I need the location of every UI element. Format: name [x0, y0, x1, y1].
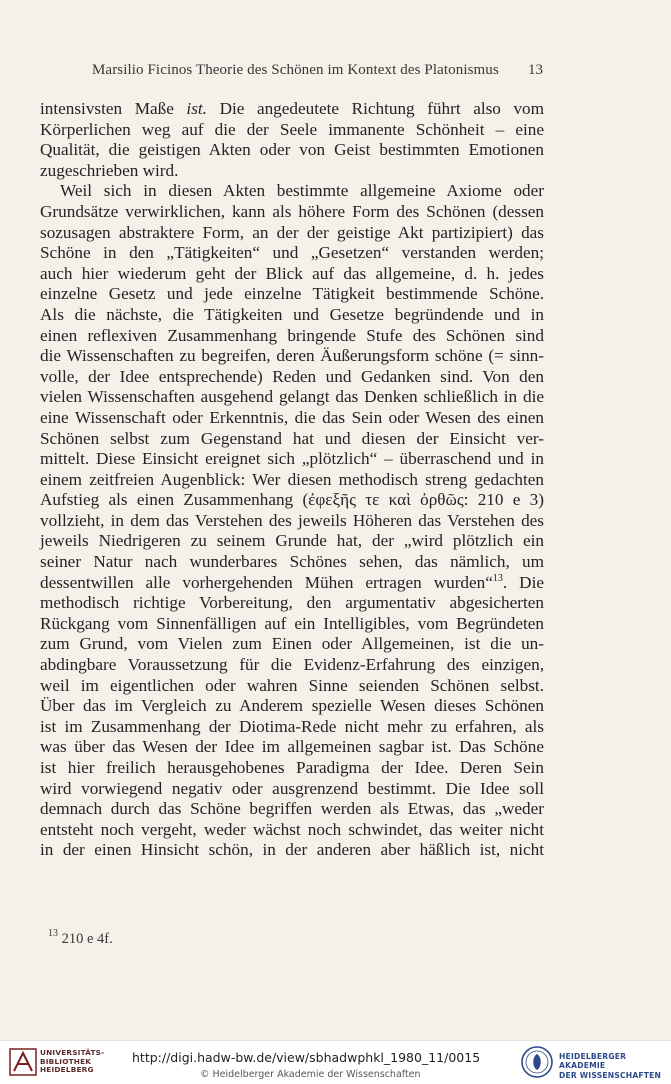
- text-line-32: was über das Wesen der Idee im allgemeinen sagbar ist. Das Schöne: [40, 737, 544, 757]
- text-line-9: auch hier wiederum geht der Blick auf das allgemeine, d. h. jedes: [40, 263, 544, 283]
- text-line-7: sozusagen abstraktere Form, an der der geistige Akt partizipiert) das: [40, 222, 544, 242]
- text-line-17: Schönen selbst zum Gegenstand hat und diesen der Einsicht ver-: [40, 428, 544, 448]
- text-line-27: zum Grund, vom Vielen zum Einen oder Allgemeinen, ist die un-: [40, 634, 544, 654]
- academy-seal-icon[interactable]: [520, 1045, 554, 1079]
- text-line-10: einzelne Gesetz und jede einzelne Tätigkeit bestimmende Schöne.: [40, 284, 544, 304]
- text-line-3: Qualität, die geistigen Akten oder von Geist bestimmten Emotionen: [40, 140, 544, 160]
- text-line-16: eine Wissenschaft oder Erkenntnis, die das Sein oder Wesen des einen: [40, 407, 544, 427]
- footnote-reference[interactable]: 13: [492, 572, 503, 584]
- text-line-18: mittelt. Diese Einsicht ereignet sich „plötzlich“ – überraschend und in: [40, 449, 544, 469]
- text-line-12: einen reflexiven Zusammenhang bringende Stufe des Schönen sind: [40, 325, 544, 345]
- text-line-8: Schöne in den „Tätigkeiten“ und „Gesetzen“ verstanden werden;: [40, 243, 544, 263]
- text-line-23: seiner Natur nach wunderbares Schönes sehen, das nämlich, um: [40, 552, 544, 572]
- text-line-22: jeweils Niedrigeren zu seinem Grunde hat, der „wird plötzlich ein: [40, 531, 544, 551]
- text-line-33: ist hier freilich herausgehobenes Paradigma der Idee. Deren Sein: [40, 758, 544, 777]
- footnote-number: 13: [48, 928, 58, 939]
- text-line-20: Aufstieg als einen Zusammenhang (ἐφεξῆς τε καὶ ὀρθῶς: 210 e 3): [40, 490, 544, 510]
- text-line-13: die Wissenschaften zu begreifen, deren Äußerungsform schöne (= sinn-: [40, 346, 544, 366]
- text-line-24: dessentwillen alle vorhergehenden Mühen ertragen wurden“$^{13}$. Die: [40, 572, 544, 592]
- text-line-2: Körperlichen weg auf die der Seele immanente Schönheit – eine: [40, 119, 544, 139]
- text-line-19: einem zeitfreien Augenblick: Wer diesen methodisch streng gedachten: [40, 469, 544, 489]
- text-line-11: Als die nächste, die Tätigkeiten und Gesetze begründende und in: [40, 304, 544, 324]
- academy-name[interactable]: HEIDELBERGER AKADEMIE DER WISSENSCHAFTEN: [559, 1052, 662, 1080]
- text-line-6: Grundsätze verwirklichen, kann als höhere Form des Schönen (dessen: [40, 201, 544, 221]
- text-line-25: methodisch richtige Vorbereitung, den argumentativ abgesicherten: [40, 593, 544, 613]
- text-line-14: volle, der Idee entsprechende) Reden und Gedanken sind. Von den: [40, 366, 544, 386]
- text-line-36: entsteht noch vergeht, weder wächst noch schwindet, das weiter nicht: [40, 819, 544, 839]
- text-line-31: ist im Zusammenhang der Diotima-Rede nicht mehr zu erfahren, als: [40, 716, 544, 736]
- viewer-footer: [0, 1040, 671, 1084]
- running-title: Marsilio Ficinos Theorie des Schönen im Kontext des Platonismus: [92, 62, 499, 78]
- university-library-name[interactable]: UNIVERSITÄTS- BIBLIOTHEK HEIDELBERG: [40, 1048, 105, 1075]
- text-line-30: Über das im Vergleich zu Anderem spezielle Wesen dieses Schönen: [40, 696, 544, 716]
- text-line-1: intensivsten Maße ist. Die angedeutete Richtung führt also vom: [40, 99, 545, 118]
- text-line-5: Weil sich in diesen Akten bestimmte allgemeine Axiome oder: [60, 181, 544, 201]
- text-line-35: demnach durch das Schöne begriffen werden als Etwas, das „weder: [40, 799, 544, 819]
- text-line-26: Rückgang vom Sinnenfälligen auf ein Intelligibles, vom Begründeten: [40, 613, 544, 633]
- body-text: [40, 99, 544, 861]
- text-line-28: abdingbare Voraussetzung für die Evidenz-Erfahrung des einzigen,: [40, 655, 544, 675]
- footnote: [48, 928, 113, 948]
- page-number: 13: [528, 62, 543, 78]
- text-line-29: weil im eigentlichen oder wahren Sinne seienden Schönen selbst.: [40, 675, 544, 695]
- text-line-15: vielen Wissenschaften ausgehend gelangt das Denken schließlich in die: [40, 387, 544, 407]
- text-line-4: zugeschrieben wird.: [40, 160, 179, 180]
- text-line-21: vollzieht, in dem das Verstehen des jeweils Höheren das Verstehen des: [40, 510, 544, 530]
- text-line-37: in der einen Hinsicht schön, in der anderen aber häßlich ist, nicht: [40, 840, 544, 860]
- italic-word: ist.: [186, 99, 207, 118]
- university-library-logo-icon[interactable]: [8, 1047, 38, 1077]
- copyright-notice: © Heidelberger Akademie der Wissenschaften: [200, 1069, 421, 1080]
- footnote-text: 210 e 4f.: [61, 931, 113, 947]
- text-line-34: wird vorwiegend negativ oder ausgrenzend bestimmt. Die Idee soll: [40, 778, 544, 798]
- document-url-link[interactable]: http://digi.hadw-bw.de/view/sbhadwphkl_1980_11/0015: [132, 1050, 481, 1065]
